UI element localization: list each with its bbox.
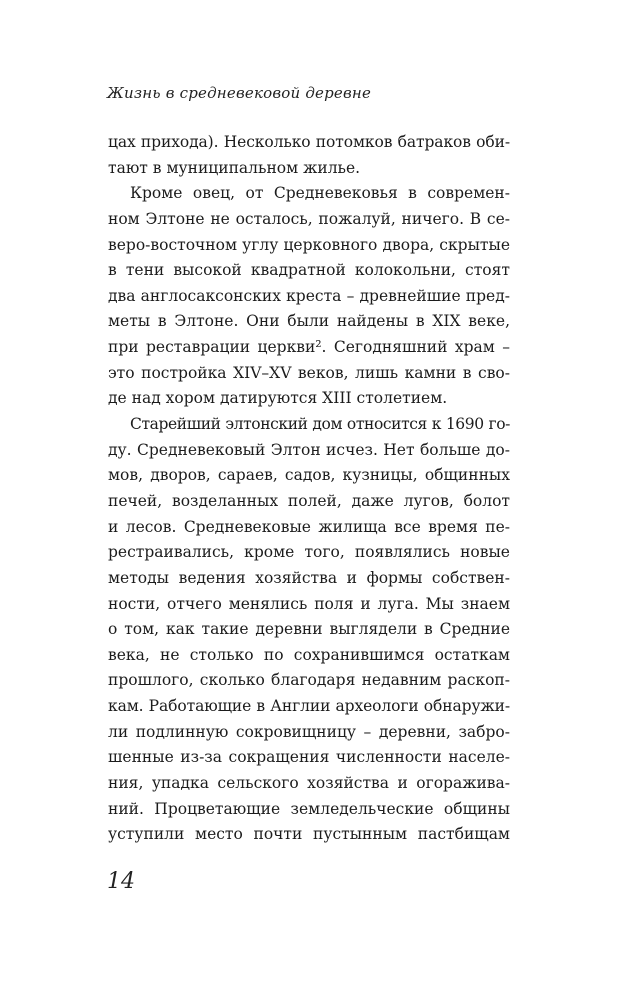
text-line: методы ведения хозяйства и формы собствен- bbox=[108, 568, 510, 587]
text-line: при реставрации церкви². Сегодняшний храм – bbox=[108, 338, 510, 357]
text-line: ду. Средневековый Элтон исчез. Нет больше до- bbox=[108, 440, 510, 459]
text-line: ном Элтоне не осталось, пожалуй, ничего. В се- bbox=[108, 209, 510, 228]
text-line: в тени высокой квадратной колокольни, стоят bbox=[108, 261, 510, 280]
text-line: и лесов. Средневековые жилища все время пе- bbox=[108, 517, 510, 536]
text-line: два англосаксонских креста – древнейшие пред- bbox=[108, 286, 510, 305]
text-line: это постройка XIV–XV веков, лишь камни в сво- bbox=[108, 363, 510, 382]
text-line: печей, возделанных полей, даже лугов, болот bbox=[108, 491, 510, 510]
text-line: цах прихода). Несколько потомков батраков оби- bbox=[108, 133, 510, 151]
text-line: кам. Работающие в Англии археологи обнаружи- bbox=[108, 697, 510, 716]
text-line: Кроме овец, от Средневековья в современ- bbox=[130, 184, 510, 203]
text-line: Старейший элтонский дом относится к 1690 го- bbox=[130, 415, 510, 434]
running-head: Жизнь в средневековой деревне bbox=[107, 84, 372, 102]
text-line: века, не столько по сохранившимся остаткам bbox=[108, 645, 510, 664]
text-line: уступили место почти пустынным пастбищам bbox=[108, 825, 510, 844]
paragraph bbox=[108, 412, 510, 848]
text-line: ния, упадка сельского хозяйства и огоражива- bbox=[108, 774, 510, 793]
text-line: о том, как такие деревни выглядели в Средние bbox=[108, 620, 510, 639]
text-line: ности, отчего менялись поля и луга. Мы знаем bbox=[108, 594, 510, 613]
text-line: прошлого, сколько благодаря недавним раскоп- bbox=[108, 671, 510, 690]
text-line: де над хором датируются XIII столетием. bbox=[108, 389, 448, 408]
text-line: ний. Процветающие земледельческие общины bbox=[108, 799, 510, 818]
text-line: ли подлинную сокровищницу – деревни, забро- bbox=[108, 722, 510, 741]
text-line: мов, дворов, сараев, садов, кузницы, общинных bbox=[108, 466, 510, 485]
text-line: веро-восточном углу церковного двора, скрытые bbox=[108, 235, 510, 254]
text-line: тают в муниципальном жилье. bbox=[108, 158, 361, 177]
text-line: рестраивались, кроме того, появлялись новые bbox=[108, 543, 510, 562]
text-line: шенные из-за сокращения численности населе- bbox=[108, 748, 510, 767]
body-text bbox=[108, 130, 510, 848]
paragraph bbox=[108, 130, 510, 181]
paragraph bbox=[108, 181, 510, 412]
text-line: меты в Элтоне. Они были найдены в XIX веке, bbox=[108, 312, 510, 331]
page-number: 14 bbox=[107, 869, 135, 894]
